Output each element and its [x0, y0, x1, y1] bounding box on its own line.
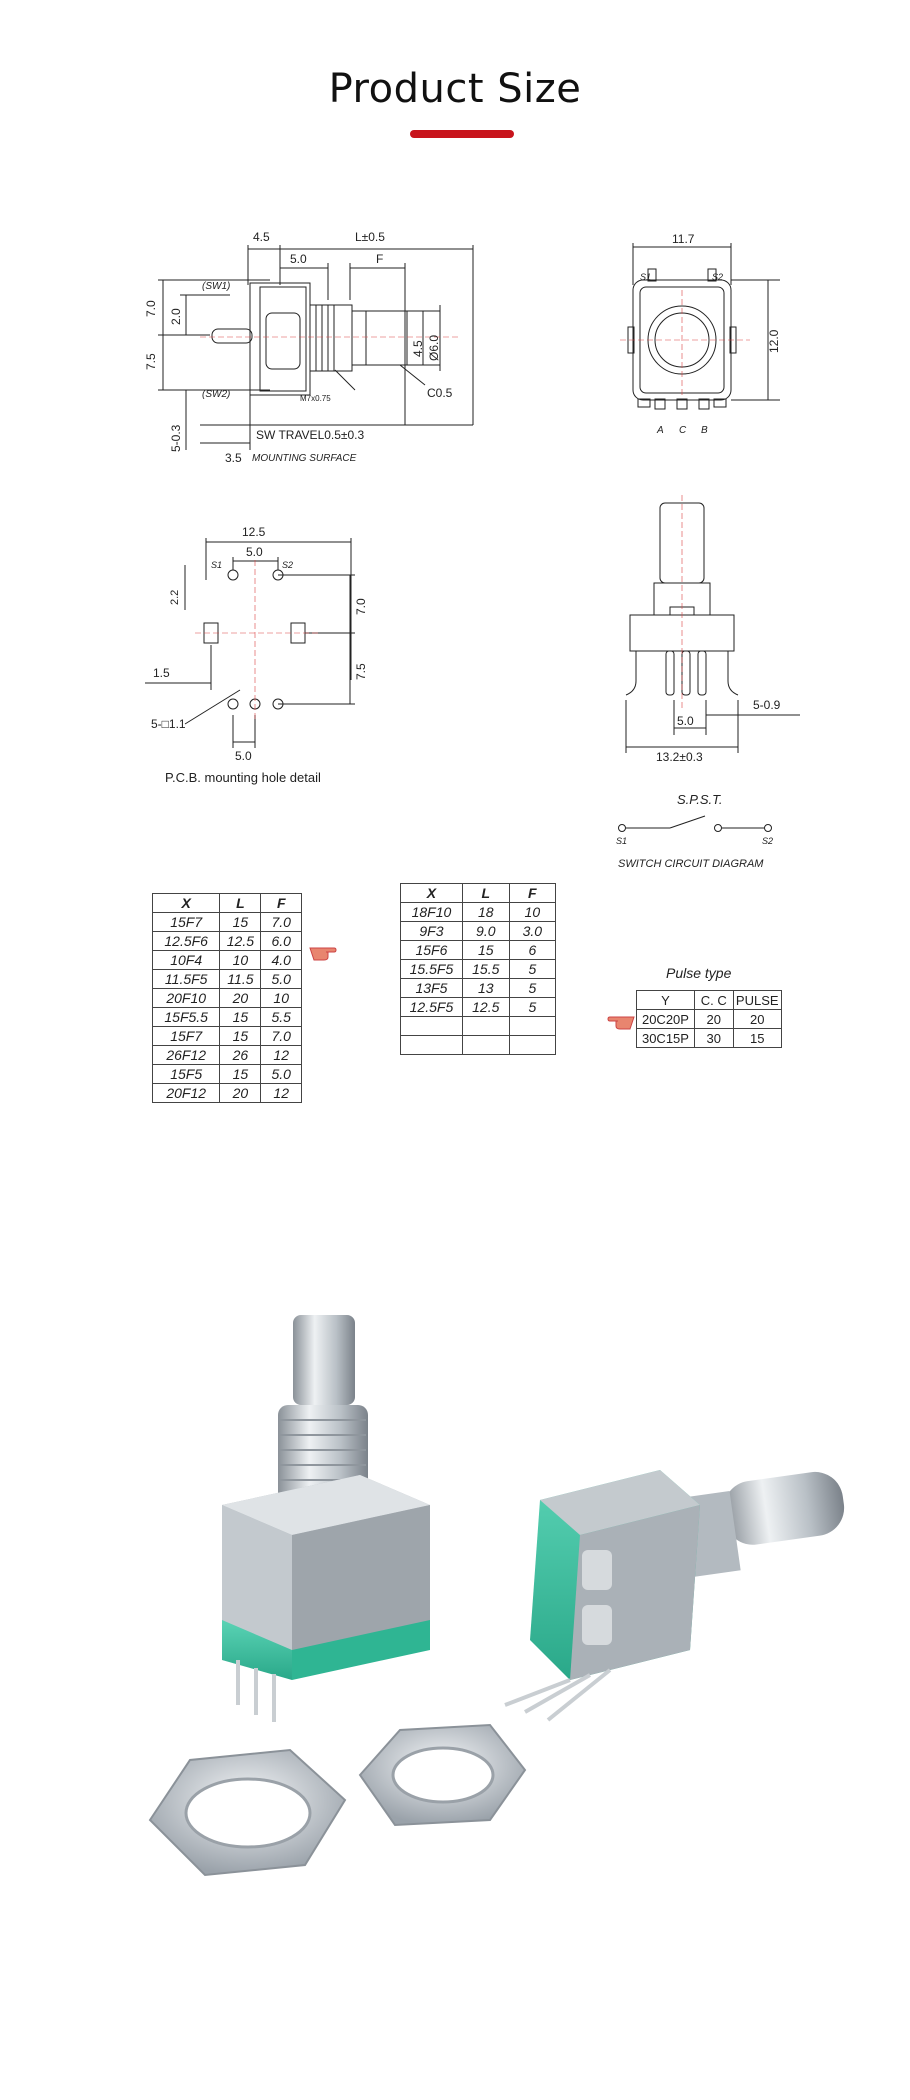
- table-header-row: [153, 894, 302, 913]
- sw2-label: (SW2): [202, 389, 231, 400]
- dim-F: F: [376, 252, 384, 266]
- pin-a-label: A: [657, 425, 664, 436]
- table-cell: 9.0: [462, 922, 509, 941]
- table-row: [153, 932, 302, 951]
- pcb-caption: P.C.B. mounting hole detail: [165, 770, 321, 785]
- table-cell: 15: [220, 913, 261, 932]
- table-row: [401, 960, 556, 979]
- table-cell: 15.5: [462, 960, 509, 979]
- thread-label: M7x0.75: [300, 394, 331, 403]
- table-cell: 5.5: [261, 1008, 302, 1027]
- pcb-hole-drawing: [145, 520, 375, 795]
- table-row: [637, 1029, 782, 1048]
- mounting-surface-label: MOUNTING SURFACE: [252, 453, 357, 464]
- table-cell: 5: [509, 960, 555, 979]
- table-cell: [462, 1036, 509, 1055]
- table-cell: 11.5: [220, 970, 261, 989]
- hand-pointer-icon: [606, 1011, 636, 1031]
- table-row: [153, 951, 302, 970]
- table-row: [401, 979, 556, 998]
- table-cell: 15F5: [153, 1065, 220, 1084]
- pcb-s2-label: S2: [282, 560, 294, 570]
- dim-c0-5: C0.5: [427, 386, 453, 400]
- pcb-dim-2-2: 2.2: [169, 589, 181, 605]
- table-cell: 15: [733, 1029, 782, 1048]
- front-s2-label: S2: [712, 272, 724, 282]
- table-row: [401, 998, 556, 1017]
- header-f: F: [261, 894, 302, 913]
- table-cell: 12.5: [462, 998, 509, 1017]
- circuit-s2-label: S2: [762, 836, 774, 846]
- pcb-dim-5-0-bottom: 5.0: [235, 749, 252, 763]
- title-underline: [410, 130, 514, 138]
- header-l: L: [462, 884, 509, 903]
- table-cell: 15: [462, 941, 509, 960]
- pcb-dim-7-5: 7.5: [354, 663, 368, 680]
- header-pulse: PULSE: [733, 991, 782, 1010]
- pcb-dim-7-0: 7.0: [354, 598, 368, 615]
- table-cell: 12: [261, 1084, 302, 1103]
- table-cell: 13: [462, 979, 509, 998]
- encoder-left: [222, 1315, 430, 1722]
- table-cell: 26: [220, 1046, 261, 1065]
- pin-width-label: 5-0.9: [753, 698, 781, 712]
- table-cell: 30: [694, 1029, 733, 1048]
- table-cell: 20: [733, 1010, 782, 1029]
- table-cell: 12: [261, 1046, 302, 1065]
- table-cell: 10: [509, 903, 555, 922]
- table-cell: 5: [509, 979, 555, 998]
- table-cell: 15F5.5: [153, 1008, 220, 1027]
- front-height-label: 12.0: [767, 329, 781, 353]
- table-cell: 26F12: [153, 1046, 220, 1065]
- table-cell: [509, 1036, 555, 1055]
- dim-4-5-shaft: 4.5: [411, 340, 425, 357]
- table-cell: 10: [220, 951, 261, 970]
- table-cell: 20: [220, 989, 261, 1008]
- table-header-row: [637, 991, 782, 1010]
- table-cell: [401, 1017, 463, 1036]
- product-photo: [0, 1160, 910, 1960]
- table-cell: 20C20P: [637, 1010, 695, 1029]
- switch-circuit-diagram: [610, 790, 800, 880]
- dim-5-0-3: 5-0.3: [169, 424, 183, 452]
- table-cell: 30C15P: [637, 1029, 695, 1048]
- hex-nut-right: [360, 1725, 525, 1825]
- pcb-dim-5-sq: 5-□1.1: [151, 717, 186, 731]
- pulse-type-table: [636, 990, 782, 1048]
- table-cell: 15: [220, 1027, 261, 1046]
- front-s1-label: S1: [640, 272, 652, 282]
- table-cell: [462, 1017, 509, 1036]
- page-title: Product Size: [328, 66, 582, 112]
- table-cell: [509, 1017, 555, 1036]
- table-row: [401, 1017, 556, 1036]
- pin-c-label: C: [679, 425, 687, 436]
- pulse-type-title: Pulse type: [666, 965, 732, 981]
- header-f: F: [509, 884, 555, 903]
- table-cell: 18F10: [401, 903, 463, 922]
- hand-pointer-icon: [308, 942, 338, 962]
- table-cell: 5: [509, 998, 555, 1017]
- table-row: [401, 903, 556, 922]
- header-cc: C. C: [694, 991, 733, 1010]
- header-x: X: [153, 894, 220, 913]
- table-row: [153, 970, 302, 989]
- table-cell: 20: [694, 1010, 733, 1029]
- table-cell: 15F7: [153, 913, 220, 932]
- table-row: [153, 1046, 302, 1065]
- dim-5-0: 5.0: [290, 252, 307, 266]
- side-view-2-drawing: [610, 495, 810, 765]
- circuit-s1-label: S1: [616, 836, 628, 846]
- table-row: [637, 1010, 782, 1029]
- table-cell: 5.0: [261, 970, 302, 989]
- table-row: [153, 1084, 302, 1103]
- hex-nut-left: [150, 1750, 345, 1875]
- table-cell: 7.0: [261, 913, 302, 932]
- table-cell: 6: [509, 941, 555, 960]
- table-cell: 12.5F5: [401, 998, 463, 1017]
- table-cell: 15F7: [153, 1027, 220, 1046]
- table-cell: 5.0: [261, 1065, 302, 1084]
- table-cell: 11.5F5: [153, 970, 220, 989]
- table-cell: [401, 1036, 463, 1055]
- table-cell: 4.0: [261, 951, 302, 970]
- dim-4-5: 4.5: [253, 230, 270, 244]
- total-width-label: 13.2±0.3: [656, 750, 703, 764]
- table-row: [153, 989, 302, 1008]
- pcb-dim-12-5: 12.5: [242, 525, 266, 539]
- dim-3-5: 3.5: [225, 451, 242, 465]
- table-cell: 6.0: [261, 932, 302, 951]
- front-view-drawing: [600, 232, 790, 450]
- pin-pitch-label: 5.0: [677, 714, 694, 728]
- dim-dia-6: Ø6.0: [427, 334, 441, 361]
- table-cell: 15: [220, 1065, 261, 1084]
- table-cell: 15F6: [401, 941, 463, 960]
- pcb-dim-5-0-top: 5.0: [246, 545, 263, 559]
- table-cell: 3.0: [509, 922, 555, 941]
- size-table-middle: [400, 883, 556, 1055]
- table-cell: 7.0: [261, 1027, 302, 1046]
- table-row: [153, 1008, 302, 1027]
- table-cell: 10: [261, 989, 302, 1008]
- sw1-label: (SW1): [202, 281, 231, 292]
- table-cell: 20: [220, 1084, 261, 1103]
- table-row: [153, 1065, 302, 1084]
- table-cell: 10F4: [153, 951, 220, 970]
- header-l: L: [220, 894, 261, 913]
- table-cell: 9F3: [401, 922, 463, 941]
- pin-b-label: B: [701, 425, 708, 436]
- table-row: [153, 1027, 302, 1046]
- front-width-label: 11.7: [672, 232, 695, 246]
- table-cell: 15: [220, 1008, 261, 1027]
- dim-2-0: 2.0: [169, 308, 183, 325]
- spst-label: S.P.S.T.: [677, 792, 723, 807]
- header-x: X: [401, 884, 463, 903]
- size-table-left: [152, 893, 302, 1103]
- table-cell: 20F10: [153, 989, 220, 1008]
- dim-7-5: 7.5: [144, 353, 158, 370]
- side-view-drawing: [140, 225, 480, 470]
- encoder-right: [505, 1468, 848, 1720]
- table-cell: 13F5: [401, 979, 463, 998]
- table-row: [401, 1036, 556, 1055]
- dim-L: L±0.5: [355, 230, 385, 244]
- pcb-s1-label: S1: [211, 560, 223, 570]
- switch-circuit-caption: SWITCH CIRCUIT DIAGRAM: [618, 858, 764, 870]
- table-cell: 18: [462, 903, 509, 922]
- table-row: [401, 922, 556, 941]
- table-cell: 12.5F6: [153, 932, 220, 951]
- header-y: Y: [637, 991, 695, 1010]
- table-cell: 20F12: [153, 1084, 220, 1103]
- table-cell: 12.5: [220, 932, 261, 951]
- pcb-dim-1-5: 1.5: [153, 666, 170, 680]
- table-cell: 15.5F5: [401, 960, 463, 979]
- dim-7-0: 7.0: [144, 300, 158, 317]
- table-row: [153, 913, 302, 932]
- table-header-row: [401, 884, 556, 903]
- table-row: [401, 941, 556, 960]
- sw-travel-label: SW TRAVEL0.5±0.3: [256, 428, 365, 442]
